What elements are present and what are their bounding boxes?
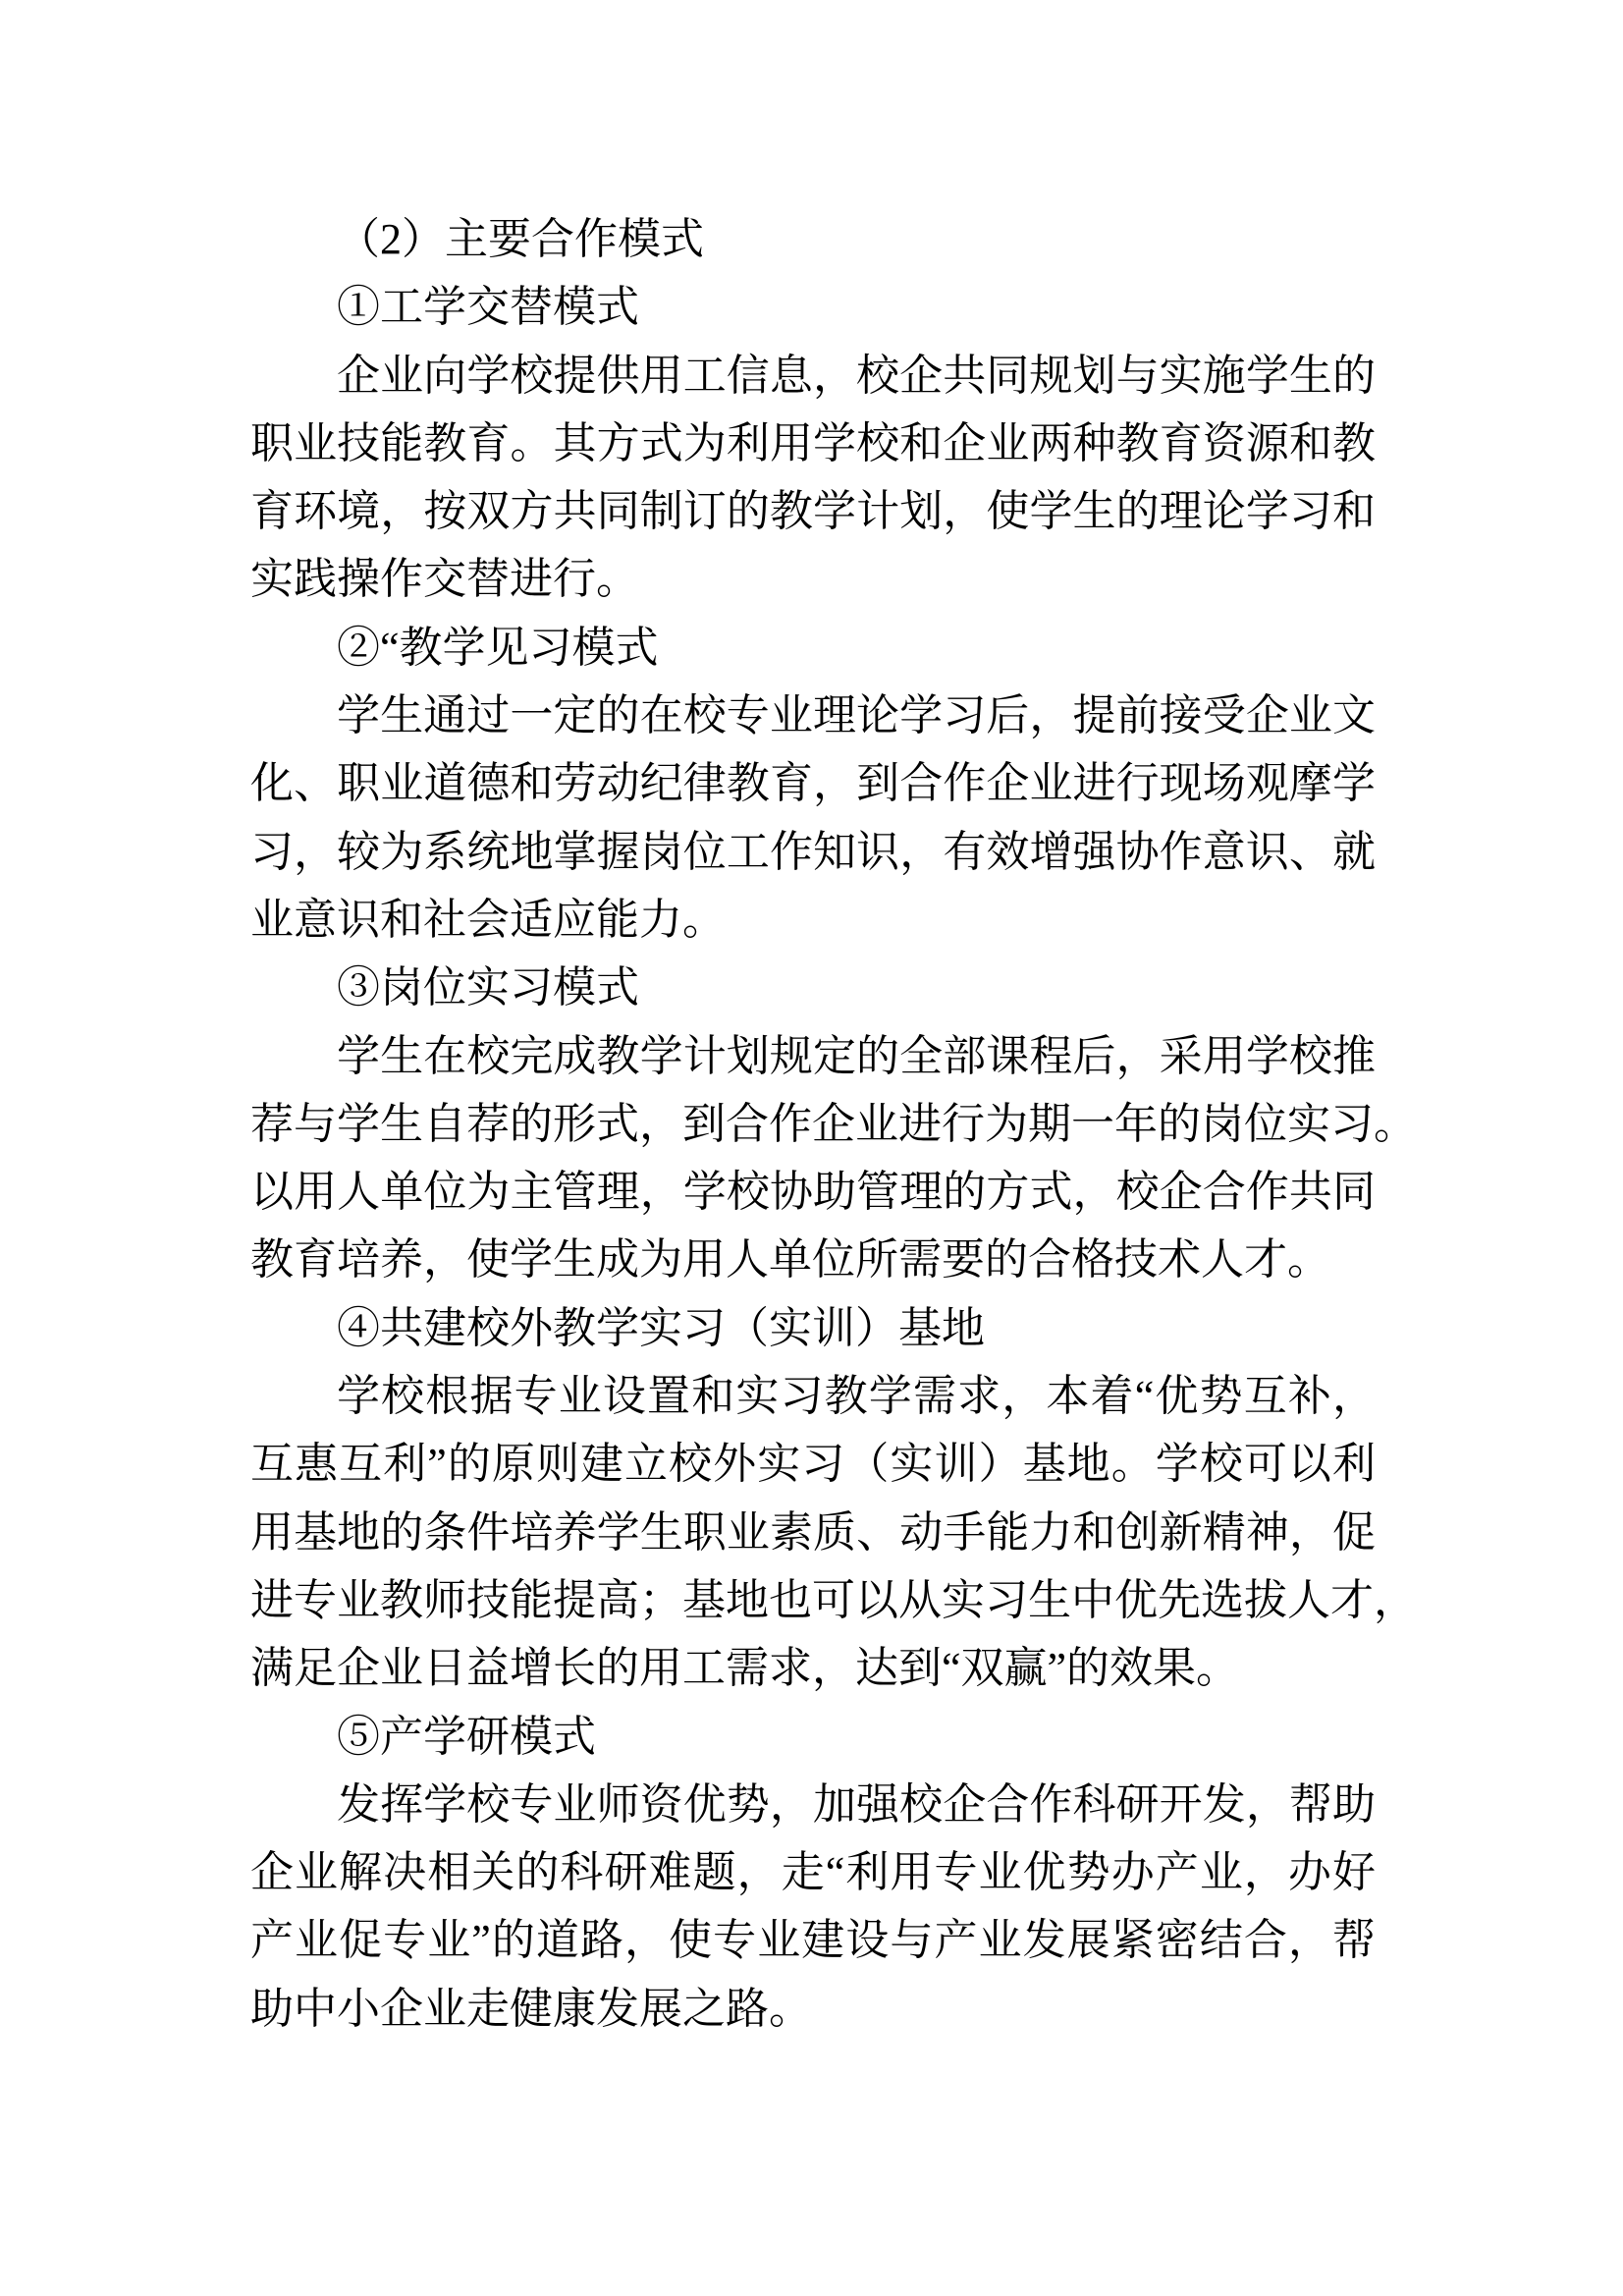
text-line: 习，较为系统地掌握岗位工作知识，有效增强协作意识、就 xyxy=(250,827,1376,876)
document-body xyxy=(250,205,1417,2043)
text-line: 学生通过一定的在校专业理论学习后，提前接受企业文 xyxy=(337,691,1376,740)
text-line: （2）主要合作模式 xyxy=(337,215,704,263)
text-line: 学校根据专业设置和实习教学需求，本着“优势互补， xyxy=(337,1372,1376,1421)
text-line: 满足企业日益增长的用工需求，达到“双赢”的效果。 xyxy=(250,1644,1240,1693)
text-line: ①工学交替模式 xyxy=(337,283,639,332)
text-line: 产业促专业”的道路，使专业建设与产业发展紧密结合，帮 xyxy=(250,1916,1376,1965)
text-line: ③岗位实习模式 xyxy=(337,963,639,1012)
text-line: 业意识和社会适应能力。 xyxy=(250,895,726,944)
text-line: 学生在校完成教学计划规定的全部课程后，采用学校推 xyxy=(337,1031,1376,1080)
text-line: 化、职业道德和劳动纪律教育，到合作企业进行现场观摩学 xyxy=(250,759,1376,808)
text-line: 以用人单位为主管理，学校协助管理的方式，校企合作共同 xyxy=(250,1168,1376,1217)
text-line: 企业解决相关的科研难题，走“利用专业优势办产业，办好 xyxy=(250,1848,1376,1897)
text-line: 互惠互利”的原则建立校外实习（实训）基地。学校可以利 xyxy=(250,1440,1376,1489)
text-line: 助中小企业走健康发展之路。 xyxy=(250,1984,812,2033)
text-line: ⑤产学研模式 xyxy=(337,1712,596,1761)
text-line: ④共建校外教学实习（实训）基地 xyxy=(337,1303,985,1352)
text-line: 实践操作交替进行。 xyxy=(250,555,639,604)
text-line: 职业技能教育。其方式为利用学校和企业两种教育资源和教 xyxy=(250,418,1376,467)
text-line: 育环境，按双方共同制订的教学计划，使学生的理论学习和 xyxy=(250,487,1376,536)
text-line: 教育培养，使学生成为用人单位所需要的合格技术人才。 xyxy=(250,1235,1330,1285)
text-line: 荐与学生自荐的形式，到合作企业进行为期一年的岗位实习。 xyxy=(250,1099,1417,1148)
text-line: 用基地的条件培养学生职业素质、动手能力和创新精神，促 xyxy=(250,1507,1376,1557)
text-line: 进专业教师技能提高；基地也可以从实习生中优先选拔人才， xyxy=(250,1575,1417,1624)
text-line: 发挥学校专业师资优势，加强校企合作科研开发，帮助 xyxy=(337,1779,1376,1829)
text-line: 企业向学校提供用工信息，校企共同规划与实施学生的 xyxy=(337,351,1376,400)
text-line: ②“教学见习模式 xyxy=(337,623,659,672)
